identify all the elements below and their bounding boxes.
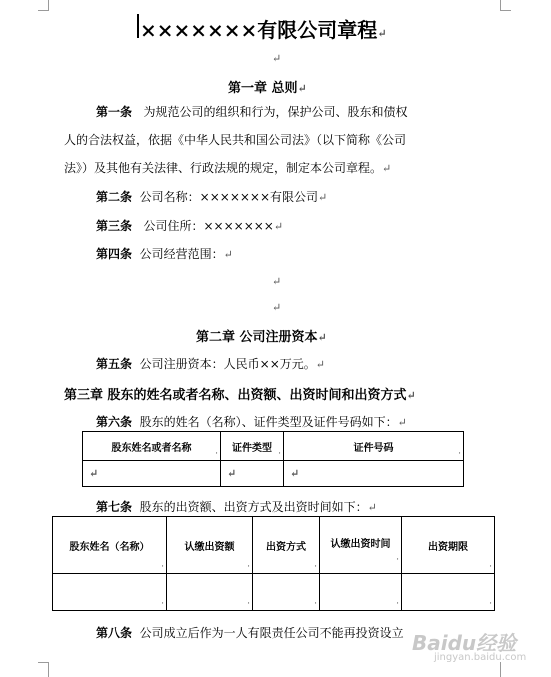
- table-row: [53, 574, 495, 611]
- crop-mark: [38, 662, 49, 663]
- baidu-watermark-logo: Baidu经验: [412, 631, 517, 655]
- document-title: ×××××××有限公司章程↵: [140, 18, 387, 42]
- paragraph-mark: ↵: [272, 52, 282, 65]
- paragraph-mark: ↵: [272, 275, 282, 288]
- capital-contribution-table: [52, 516, 495, 611]
- table-header-cell: 认缴出资时间 ·: [320, 517, 402, 574]
- chapter-heading: 第二章 公司注册资本↵: [196, 330, 327, 345]
- table-cell[interactable]: ↵: [284, 461, 464, 487]
- shareholder-id-table: [82, 431, 464, 487]
- article-1: 第一条 为规范公司的组织和行为，保护公司、股东和债权: [96, 105, 408, 119]
- crop-mark: [38, 10, 49, 11]
- crop-mark: [48, 662, 49, 677]
- table-cell[interactable]: ·: [320, 574, 402, 611]
- article-3: 第三条 公司住所：×××××××↵: [96, 219, 284, 233]
- article-7: 第七条 股东的出资额、出资方式及出资时间如下：↵: [96, 500, 377, 514]
- watermark-url: jingyan.baidu.com: [434, 652, 527, 663]
- article-4: 第四条 公司经营范围：↵: [96, 247, 233, 261]
- article-2: 第二条 公司名称：×××××××有限公司↵: [96, 190, 328, 204]
- table-header-cell: 出资方式 ·: [253, 517, 320, 574]
- article-5: 第五条 公司注册资本：人民币××万元。↵: [96, 357, 325, 371]
- chapter-heading: 第一章 总则↵: [228, 81, 307, 96]
- table-header-cell: 证件类型 ·: [221, 432, 284, 461]
- table-row: [83, 432, 464, 461]
- article-6: 第六条 股东的姓名（名称）、证件类型及证件号码如下：↵: [96, 415, 407, 429]
- crop-mark: [48, 0, 49, 10]
- article-1-continued: 法》）及其他有关法律、行政法规的规定，制定本公司章程。↵: [64, 161, 392, 175]
- table-cell[interactable]: ·: [167, 574, 253, 611]
- table-header-cell: 股东姓名或者名称 ·: [83, 432, 221, 461]
- crop-mark: [500, 662, 501, 677]
- article-1-continued: 人的合法权益，依据《中华人民共和国公司法》（以下简称《公司: [64, 133, 407, 147]
- table-row: [53, 517, 495, 574]
- chapter-heading: 第三章 股东的姓名或者名称、出资额、出资时间和出资方式↵: [64, 388, 416, 403]
- table-cell[interactable]: ·: [53, 574, 167, 611]
- paragraph-mark: ↵: [272, 301, 282, 314]
- crop-mark: [500, 10, 511, 11]
- table-cell[interactable]: ↵: [83, 461, 221, 487]
- table-header-cell: 股东姓名（名称） ·: [53, 517, 167, 574]
- article-8: 第八条 公司成立后作为一人有限责任公司不能再投资设立: [96, 626, 404, 640]
- table-header-cell: 证件号码 ·: [284, 432, 464, 461]
- table-row: [83, 461, 464, 487]
- table-header-cell: 出资期限 ·: [402, 517, 495, 574]
- table-cell[interactable]: ·: [402, 574, 495, 611]
- table-header-cell: 认缴出资额 ·: [167, 517, 253, 574]
- crop-mark: [500, 0, 501, 10]
- table-cell[interactable]: ·: [253, 574, 320, 611]
- table-cell[interactable]: ↵: [221, 461, 284, 487]
- text-cursor: [137, 14, 139, 38]
